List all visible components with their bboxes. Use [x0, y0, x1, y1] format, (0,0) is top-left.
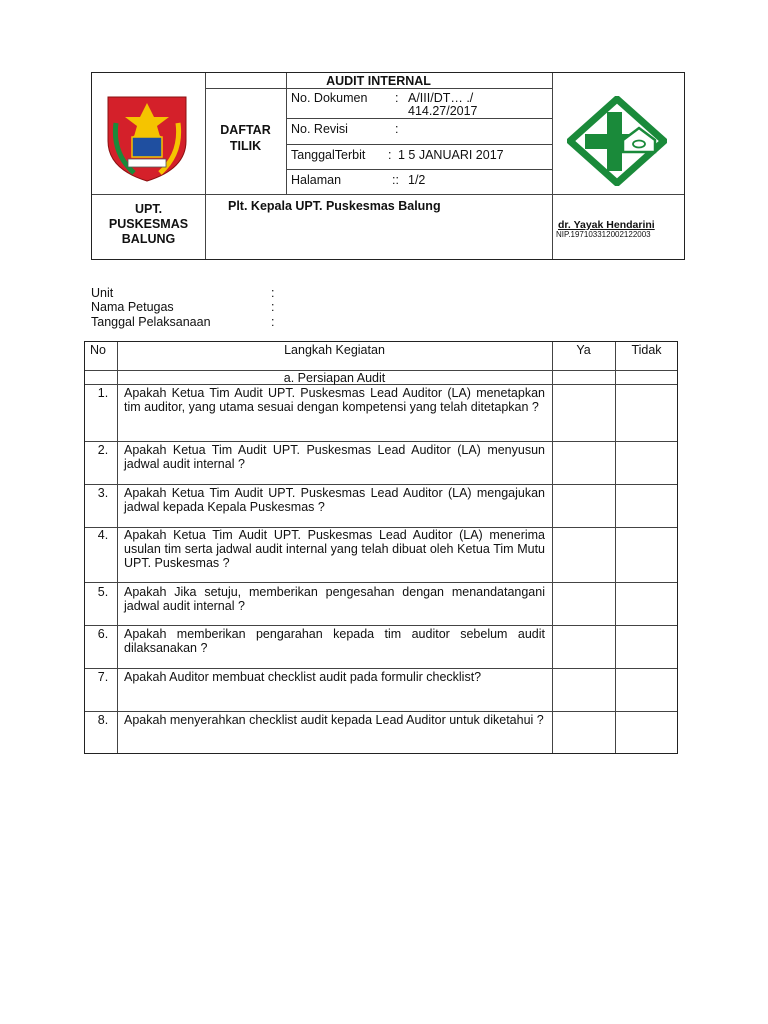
header-divider: [552, 73, 553, 259]
table-divider: [85, 668, 677, 669]
row-number: 3.: [97, 486, 109, 500]
header-divider: [286, 144, 552, 145]
field-sep-doc-number: :: [395, 91, 399, 105]
header-divider: [205, 194, 552, 195]
regency-coat-of-arms-icon: [104, 93, 190, 183]
table-divider: [85, 582, 677, 583]
field-label-page: Halaman: [291, 173, 342, 187]
row-question: Apakah memberikan pengarahan kepada tim auditor sebelum audit dilaksanakan ?: [124, 627, 545, 655]
doc-type-line-1: DAFTAR: [220, 123, 271, 137]
org-name-line-2: PUSKESMAS: [108, 217, 189, 231]
row-number: 8.: [97, 713, 109, 727]
table-divider: [552, 342, 553, 753]
row-number: 7.: [97, 670, 109, 684]
row-question: Apakah Ketua Tim Audit UPT. Puskesmas Lead Auditor (LA) mengajukan jadwal kepada Kepala Puskesmas ?: [124, 486, 545, 514]
row-number: 2.: [97, 443, 109, 457]
field-label-revision: No. Revisi: [291, 122, 348, 136]
field-value-doc-number-2: 414.27/2017: [408, 104, 478, 118]
officer-label: Nama Petugas: [91, 300, 174, 314]
row-question: Apakah menyerahkan checklist audit kepada Lead Auditor untuk diketahui ?: [124, 713, 544, 727]
row-number: 6.: [97, 627, 109, 641]
row-number: 4.: [97, 528, 109, 542]
unit-colon: :: [271, 286, 275, 300]
header-divider: [205, 73, 206, 259]
signatory-name: dr. Yayak Hendarini: [558, 219, 655, 231]
field-label-issue-date: TanggalTerbit: [291, 148, 366, 162]
row-question: Apakah Auditor membuat checklist audit pada formulir checklist?: [124, 670, 482, 684]
puskesmas-cross-logo-icon: [567, 96, 667, 186]
document-title: AUDIT INTERNAL: [326, 74, 431, 88]
section-title: a. Persiapan Audit: [283, 371, 386, 385]
col-header-no: No: [90, 343, 106, 357]
col-header-no-answer: Tidak: [631, 343, 662, 357]
row-question: Apakah Ketua Tim Audit UPT. Puskesmas Lead Auditor (LA) menyusun jadwal audit internal ?: [124, 443, 545, 471]
row-question: Apakah Ketua Tim Audit UPT. Puskesmas Lead Auditor (LA) menerima usulan tim serta jadwal audit internal yang telah dibuat oleh Ketua Tim Mutu UPT. Puskesmas ?: [124, 528, 545, 570]
row-question: Apakah Jika setuju, memberikan pengesahan dengan menandatangani jadwal audit internal ?: [124, 585, 545, 613]
field-sep-page: ::: [392, 173, 399, 187]
header-divider: [286, 118, 552, 119]
col-header-yes: Ya: [576, 343, 591, 357]
row-number: 1.: [97, 386, 109, 400]
header-divider: [205, 88, 552, 89]
document-header: [91, 72, 685, 260]
row-number: 5.: [97, 585, 109, 599]
unit-label: Unit: [91, 286, 114, 300]
table-divider: [615, 342, 616, 753]
org-name-line-1: UPT.: [134, 202, 163, 216]
header-divider: [92, 194, 205, 195]
org-name-line-3: BALUNG: [121, 232, 176, 246]
field-value-issue-date: 1 5 JANUARI 2017: [398, 148, 504, 162]
table-divider: [85, 711, 677, 712]
signatory-nip: NIP.197103312002122003: [556, 230, 651, 239]
header-divider: [552, 194, 684, 195]
table-divider: [117, 342, 118, 753]
header-divider: [286, 73, 287, 194]
field-label-doc-number: No. Dokumen: [291, 91, 368, 105]
date-colon: :: [271, 315, 275, 329]
signatory-role: Plt. Kepala UPT. Puskesmas Balung: [228, 199, 441, 213]
field-value-doc-number: A/III/DT… ./: [408, 91, 474, 105]
table-divider: [85, 625, 677, 626]
header-divider: [286, 169, 552, 170]
officer-colon: :: [271, 300, 275, 314]
field-sep-issue-date: :: [388, 148, 392, 162]
date-label: Tanggal Pelaksanaan: [91, 315, 211, 329]
field-sep-revision: :: [395, 122, 399, 136]
table-divider: [85, 484, 677, 485]
doc-type-line-2: TILIK: [229, 139, 262, 153]
row-question: Apakah Ketua Tim Audit UPT. Puskesmas Lead Auditor (LA) menetapkan tim auditor, yang utama sesuai dengan kompetensi yang telah ditetapkan ?: [124, 386, 545, 414]
col-header-step: Langkah Kegiatan: [284, 343, 385, 357]
field-value-page: 1/2: [408, 173, 426, 187]
table-divider: [85, 441, 677, 442]
